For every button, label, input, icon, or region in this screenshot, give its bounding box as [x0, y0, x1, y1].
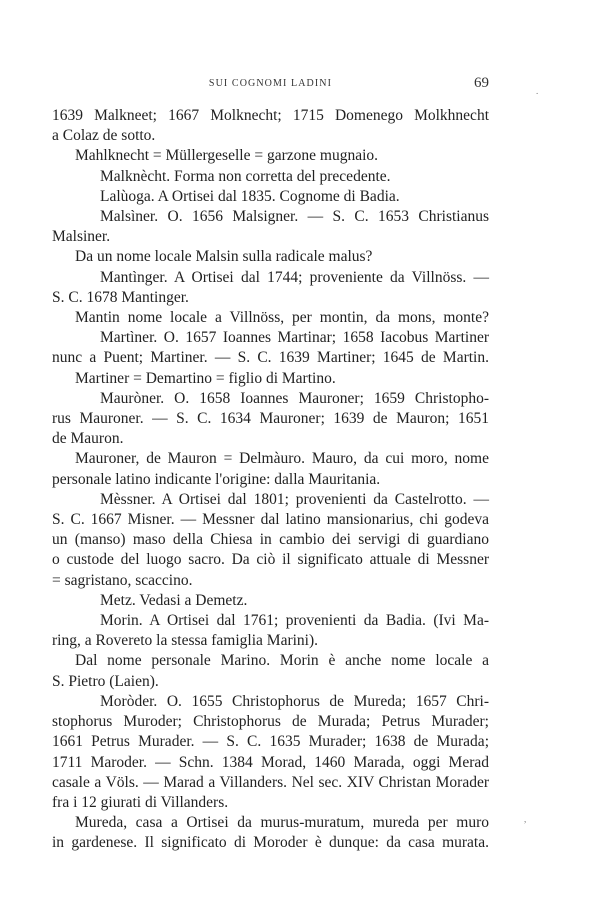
text-line: in gardenese. Il significato di Moroder è dunque: da casa murata.	[52, 834, 489, 852]
text-line: Morin. A Ortisei dal 1761; provenienti da Badia. (Ivi Ma-	[100, 612, 489, 630]
text-line: fra i 12 giurati di Villanders.	[52, 793, 229, 811]
text-line: ring, a Rovereto la stessa famiglia Marini).	[52, 632, 319, 650]
page-header	[52, 75, 489, 98]
text-line: a Colaz de sotto.	[52, 127, 156, 145]
text-line: 1711 Maroder. — Schn. 1384 Morad, 1460 Marada, oggi Merad	[52, 753, 489, 771]
text-line: o custode del luogo sacro. Da ciò il significato attuale di Messner	[52, 551, 489, 569]
margin-mark: .	[536, 86, 539, 96]
text-line: Mantìnger. A Ortisei dal 1744; proveniente da Villnöss. —	[100, 268, 489, 286]
text-line: Mahlknecht = Müllergeselle = garzone mugnaio.	[75, 147, 378, 165]
text-line: un (manso) maso della Chiesa in cambio dei servigi di guardiano	[52, 531, 489, 549]
text-line: Malsiner.	[52, 228, 111, 246]
text-line: Lalùoga. A Ortisei dal 1835. Cognome di Badia.	[100, 187, 400, 205]
text-line: Dal nome personale Marino. Morin è anche nome locale a	[75, 652, 489, 670]
text-line: Martìner. O. 1657 Ioannes Martinar; 1658 Iacobus Martiner	[100, 329, 489, 347]
text-line: Da un nome locale Malsin sulla radicale malus?	[75, 248, 373, 266]
text-line: Metz. Vedasi a Demetz.	[100, 591, 248, 609]
text-line: Mauròner. O. 1658 Ioannes Mauroner; 1659 Christopho-	[100, 389, 489, 407]
text-line: Moròder. O. 1655 Christophorus de Mureda; 1657 Chri-	[100, 692, 489, 710]
body-text	[52, 106, 489, 854]
text-line: Mèssner. A Ortisei dal 1801; provenienti da Castelrotto. —	[100, 490, 489, 508]
text-line: Malknècht. Forma non corretta del precedente.	[100, 167, 391, 185]
text-line: Malsìner. O. 1656 Malsigner. — S. C. 1653 Christianus	[100, 208, 489, 226]
page-number: 69	[474, 75, 489, 91]
text-line: S. Pietro (Laien).	[52, 672, 159, 690]
margin-mark: ,	[524, 814, 527, 824]
text-line: Mauroner, de Mauron = Delmàuro. Mauro, da cui moro, nome	[75, 450, 489, 468]
text-line: S. C. 1667 Misner. — Messner dal latino mansionarius, chi godeva	[52, 511, 489, 529]
text-line: rus Mauroner. — S. C. 1634 Mauroner; 1639 de Mauron; 1651	[52, 410, 489, 428]
text-line: nunc a Puent; Martiner. — S. C. 1639 Martiner; 1645 de Martin.	[52, 349, 489, 367]
text-line: = sagristano, scaccino.	[52, 571, 193, 589]
running-title: SUI COGNOMI LADINI	[208, 78, 333, 89]
text-line: de Mauron.	[52, 430, 124, 448]
text-line: personale latino indicante l'origine: dalla Mauritania.	[52, 470, 381, 488]
text-line: stophorus Muroder; Christophorus de Murada; Petrus Murader;	[52, 713, 489, 731]
text-line: casale a Völs. — Marad a Villanders. Nel sec. XIV Christan Morader	[52, 773, 489, 791]
text-line: Mureda, casa a Ortisei da murus-muratum, mureda per muro	[75, 814, 489, 832]
text-line: Martiner = Demartino = figlio di Martino.	[75, 369, 336, 387]
text-line: 1661 Petrus Murader. — S. C. 1635 Murader; 1638 de Murada;	[52, 733, 489, 751]
text-line: 1639 Malkneet; 1667 Molknecht; 1715 Domenego Molkhnecht	[52, 107, 489, 124]
text-line: S. C. 1678 Mantinger.	[52, 288, 189, 306]
text-line: Mantin nome locale a Villnöss, per montin, da mons, monte?	[75, 309, 489, 327]
